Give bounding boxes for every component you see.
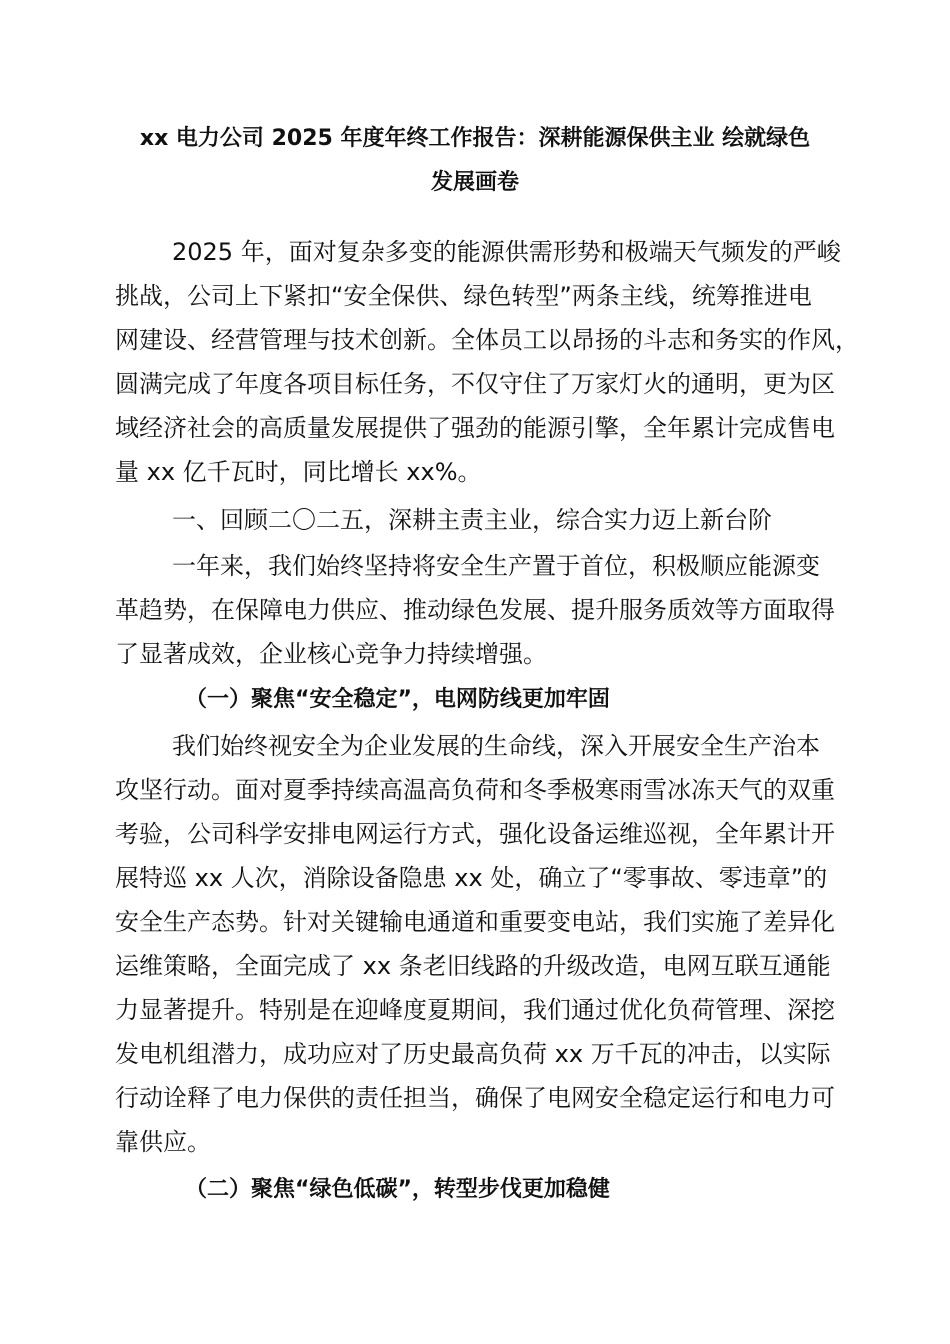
document-title-line-1: xx 电力公司 2025 年度年终工作报告：深耕能源保供主业 绘就绿色 [139,126,811,151]
intro-paragraph-line: 域经济社会的高质量发展提供了强劲的能源引擎，全年累计完成售电 [115,414,835,442]
subsection-one-paragraph-line: 运维策略，全面完成了 xx 条老旧线路的升级改造，电网互联互通能 [115,952,831,980]
intro-paragraph-line: 圆满完成了年度各项目标任务，不仅守住了万家灯火的通明，更为区 [115,370,835,398]
section-one-title: 一、回顾二〇二五，深耕主责主业，综合实力迈上新台阶 [172,506,772,534]
subsection-one-paragraph-line: 展特巡 xx 人次，消除设备隐患 xx 处，确立了“零事故、零违章”的 [115,864,828,892]
subsection-one-paragraph-line: 我们始终视安全为企业发展的生命线，深入开展安全生产治本 [172,732,820,760]
intro-paragraph-line: 量 xx 亿千瓦时，同比增长 xx%。 [115,458,482,486]
subsection-one-title: （一）聚焦“安全稳定”，电网防线更加牢固 [185,687,610,712]
section-one-paragraph-line: 一年来，我们始终坚持将安全生产置于首位，积极顺应能源变 [172,552,820,580]
document-title-line-2: 发展画卷 [430,170,519,195]
section-one-paragraph-line: 了显著成效，企业核心竞争力持续增强。 [115,640,547,668]
subsection-one-paragraph-line: 安全生产态势。针对关键输电通道和重要变电站，我们实施了差异化 [115,908,835,936]
subsection-two-title: （二）聚焦“绿色低碳”，转型步伐更加稳健 [185,1177,610,1202]
subsection-one-paragraph-line: 靠供应。 [115,1128,211,1156]
subsection-one-paragraph-line: 行动诠释了电力保供的责任担当，确保了电网安全稳定运行和电力可 [115,1084,835,1112]
intro-paragraph-line: 网建设、经营管理与技术创新。全体员工以昂扬的斗志和务实的作风， [115,326,859,354]
subsection-one-paragraph-line: 考验，公司科学安排电网运行方式，强化设备运维巡视，全年累计开 [115,820,835,848]
intro-paragraph-line: 2025 年，面对复杂多变的能源供需形势和极端天气频发的严峻 [172,238,841,266]
subsection-one-paragraph-line: 力显著提升。特别是在迎峰度夏期间，我们通过优化负荷管理、深挖 [115,996,835,1024]
subsection-one-paragraph-line: 攻坚行动。面对夏季持续高温高负荷和冬季极寒雨雪冰冻天气的双重 [115,776,835,804]
subsection-one-paragraph-line: 发电机组潜力，成功应对了历史最高负荷 xx 万千瓦的冲击，以实际 [115,1040,831,1068]
section-one-paragraph-line: 革趋势，在保障电力供应、推动绿色发展、提升服务质效等方面取得 [115,596,835,624]
intro-paragraph-line: 挑战，公司上下紧扣“安全保供、绿色转型”两条主线，统筹推进电 [115,282,812,310]
